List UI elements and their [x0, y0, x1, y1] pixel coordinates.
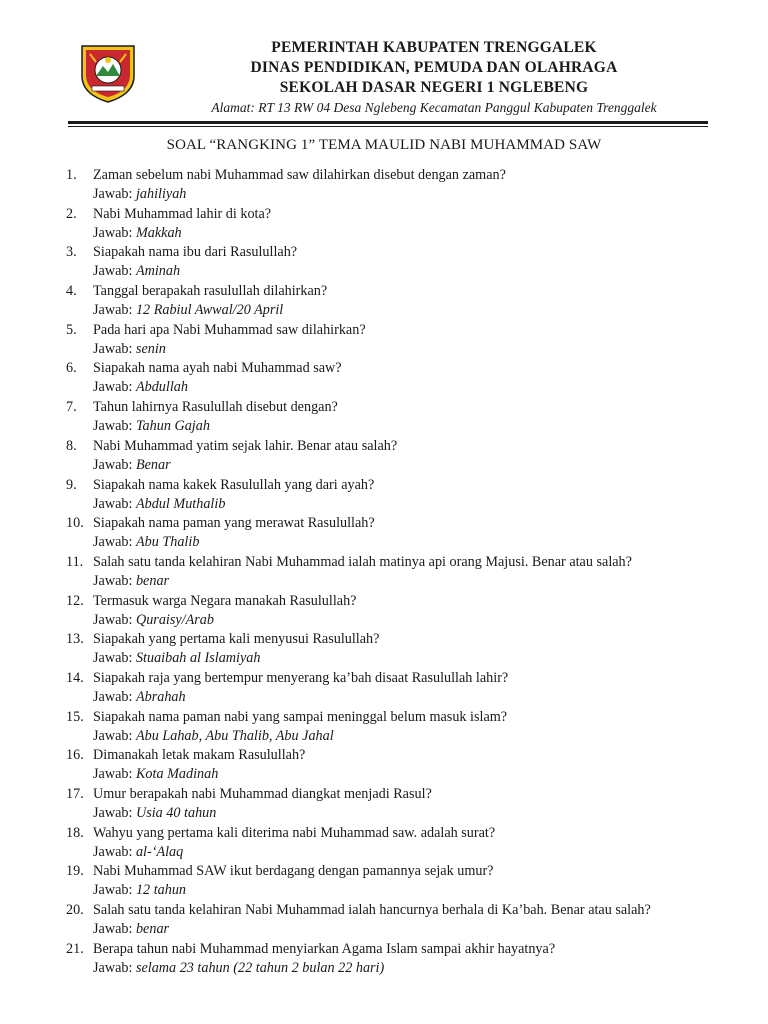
- question-text: Nabi Muhammad SAW ikut berdagang dengan pamannya sejak umur?: [93, 863, 494, 880]
- school-name: SEKOLAH DASAR NEGERI 1 NGLEBENG: [279, 79, 589, 96]
- question-row: [66, 321, 746, 340]
- question-row: [66, 824, 746, 843]
- answer-label: Jawab:: [93, 611, 136, 628]
- answer-row: [66, 649, 746, 668]
- answer-label: Jawab:: [93, 572, 136, 589]
- answer-label: Jawab:: [93, 495, 136, 512]
- government-name: PEMERINTAH KABUPATEN TRENGGALEK: [271, 39, 597, 56]
- answer-row: [66, 533, 746, 552]
- answer-row: [66, 572, 746, 591]
- question-text: Umur berapakah nabi Muhammad diangkat menjadi Rasul?: [93, 786, 432, 802]
- question-row: [66, 708, 746, 727]
- question-row: [66, 282, 746, 301]
- question-number: 18.: [66, 824, 84, 841]
- answer-text: Abdul Muthalib: [135, 495, 226, 512]
- answer-text: Aminah: [135, 263, 181, 280]
- question-number: 19.: [66, 863, 84, 880]
- question-row: [66, 862, 746, 881]
- answer-row: [66, 378, 746, 397]
- answer-label: Jawab:: [93, 843, 136, 860]
- question-item: [66, 553, 746, 592]
- question-item: [66, 514, 746, 553]
- question-row: [66, 630, 746, 649]
- answer-text: benar: [135, 572, 170, 589]
- question-number: 1.: [66, 167, 77, 183]
- answer-row: [66, 920, 746, 939]
- question-number: 10.: [66, 515, 84, 532]
- answer-label: Jawab:: [93, 340, 136, 357]
- answer-label: Jawab:: [93, 959, 136, 976]
- question-item: [66, 398, 746, 437]
- question-text: Zaman sebelum nabi Muhammad saw dilahirkan disebut dengan zaman?: [93, 167, 506, 183]
- answer-row: [66, 417, 746, 436]
- answer-text: 12 tahun: [135, 882, 187, 899]
- question-item: [66, 321, 746, 360]
- answer-row: [66, 340, 746, 359]
- question-number: 16.: [66, 747, 84, 764]
- question-item: [66, 901, 746, 940]
- letterhead-rule-thin: [68, 126, 708, 127]
- answer-row: [66, 688, 746, 707]
- question-number: 15.: [66, 708, 84, 725]
- answer-label: Jawab:: [93, 534, 136, 551]
- question-text: Pada hari apa Nabi Muhammad saw dilahirkan?: [93, 321, 366, 338]
- answer-text: Stuaibah al Islamiyah: [135, 650, 261, 667]
- answer-label: Jawab:: [93, 418, 136, 435]
- answer-row: [66, 262, 746, 281]
- school-address: Alamat: RT 13 RW 04 Desa Nglebeng Kecamatan Panggul Kabupaten Trenggalek: [211, 100, 657, 115]
- answer-text: jahiliyah: [135, 186, 187, 202]
- question-text: Salah satu tanda kelahiran Nabi Muhammad ialah hancurnya berhala di Ka’bah. Benar atau salah?: [93, 902, 651, 919]
- question-row: [66, 901, 746, 920]
- answer-label: Jawab:: [93, 882, 136, 899]
- answer-text: 12 Rabiul Awwal/20 April: [135, 302, 284, 319]
- answer-row: [66, 959, 746, 978]
- answer-row: [66, 456, 746, 475]
- answer-text: Kota Madinah: [135, 766, 219, 783]
- question-number: 7.: [66, 399, 77, 416]
- question-text: Wahyu yang pertama kali diterima nabi Muhammad saw. adalah surat?: [93, 824, 496, 841]
- question-number: 14.: [66, 669, 84, 686]
- question-text: Siapakah nama kakek Rasulullah yang dari ayah?: [93, 476, 375, 493]
- question-number: 21.: [66, 940, 84, 957]
- answer-row: [66, 843, 746, 862]
- question-number: 13.: [66, 631, 84, 648]
- question-row: [66, 437, 746, 456]
- answer-text: Abrahah: [135, 688, 186, 705]
- question-row: [66, 592, 746, 611]
- question-text: Siapakah nama paman yang merawat Rasulullah?: [93, 515, 375, 532]
- question-row: [66, 746, 746, 765]
- question-number: 11.: [66, 553, 84, 570]
- question-text: Siapakah yang pertama kali menyusui Rasulullah?: [93, 631, 380, 648]
- question-item: [66, 282, 746, 321]
- answer-text: Usia 40 tahun: [135, 805, 217, 821]
- answer-text: Quraisy/Arab: [135, 611, 214, 628]
- document-title: SOAL “RANGKING 1” TEMA MAULID NABI MUHAMMAD SAW: [166, 137, 602, 153]
- question-item: [66, 243, 746, 282]
- question-item: [66, 592, 746, 631]
- question-row: [66, 359, 746, 378]
- question-row: [66, 669, 746, 688]
- answer-label: Jawab:: [93, 263, 136, 280]
- question-number: 9.: [66, 476, 77, 493]
- question-number: 12.: [66, 592, 84, 609]
- question-text: Termasuk warga Negara manakah Rasulullah?: [93, 592, 357, 609]
- answer-label: Jawab:: [93, 302, 136, 319]
- answer-text: Benar: [135, 456, 171, 473]
- question-item: [66, 205, 746, 244]
- answer-row: [66, 224, 746, 243]
- question-item: [66, 940, 746, 979]
- answer-text: Abu Thalib: [135, 534, 200, 551]
- question-text: Nabi Muhammad yatim sejak lahir. Benar atau salah?: [93, 437, 398, 454]
- question-row: [66, 553, 746, 572]
- answer-row: [66, 611, 746, 630]
- answer-row: [66, 765, 746, 784]
- answer-row: [66, 301, 746, 320]
- answer-text: Abdullah: [135, 379, 188, 396]
- department-name: DINAS PENDIDIKAN, PEMUDA DAN OLAHRAGA: [250, 59, 618, 76]
- answer-text: selama 23 tahun (22 tahun 2 bulan 22 hari): [135, 959, 385, 976]
- question-number: 3.: [66, 244, 77, 261]
- letterhead-rule-thick: [68, 121, 708, 124]
- answer-row: [66, 881, 746, 900]
- question-text: Nabi Muhammad lahir di kota?: [93, 205, 272, 222]
- question-number: 20.: [66, 902, 84, 919]
- question-number: 6.: [66, 360, 77, 377]
- question-item: [66, 785, 746, 824]
- question-item: [66, 437, 746, 476]
- answer-text: al-‘Alaq: [135, 843, 184, 860]
- question-item: [66, 824, 746, 863]
- answer-label: Jawab:: [93, 650, 136, 667]
- question-row: [66, 243, 746, 262]
- question-row: [66, 398, 746, 417]
- question-text: Siapakah nama paman nabi yang sampai meninggal belum masuk islam?: [93, 708, 508, 725]
- answer-text: Tahun Gajah: [135, 418, 210, 435]
- answer-text: benar: [135, 921, 170, 938]
- question-number: 4.: [66, 283, 77, 300]
- question-row: [66, 166, 746, 185]
- question-number: 8.: [66, 437, 77, 454]
- letterhead: [0, 0, 768, 130]
- question-item: [66, 862, 746, 901]
- question-number: 2.: [66, 205, 77, 222]
- question-row: [66, 514, 746, 533]
- answer-text: senin: [135, 340, 166, 357]
- answer-text: Abu Lahab, Abu Thalib, Abu Jahal: [135, 727, 334, 744]
- question-text: Siapakah nama ayah nabi Muhammad saw?: [93, 360, 342, 377]
- question-item: [66, 359, 746, 398]
- answer-label: Jawab:: [93, 805, 136, 821]
- question-row: [66, 476, 746, 495]
- question-text: Salah satu tanda kelahiran Nabi Muhammad ialah matinya api orang Majusi. Benar atau salah?: [93, 553, 632, 570]
- question-text: Tahun lahirnya Rasulullah disebut dengan?: [93, 399, 338, 416]
- answer-label: Jawab:: [93, 379, 136, 396]
- question-text: Siapakah raja yang bertempur menyerang ka’bah disaat Rasulullah lahir?: [93, 669, 509, 686]
- question-text: Tanggal berapakah rasulullah dilahirkan?: [93, 283, 328, 300]
- question-item: [66, 746, 746, 785]
- question-row: [66, 205, 746, 224]
- answer-label: Jawab:: [93, 921, 136, 938]
- answer-label: Jawab:: [93, 224, 136, 241]
- question-item: [66, 166, 746, 205]
- question-text: Siapakah nama ibu dari Rasulullah?: [93, 244, 298, 261]
- answer-label: Jawab:: [93, 186, 136, 202]
- answer-label: Jawab:: [93, 766, 136, 783]
- answer-label: Jawab:: [93, 456, 136, 473]
- question-list: [66, 166, 746, 978]
- question-item: [66, 669, 746, 708]
- question-row: [66, 785, 746, 804]
- question-row: [66, 940, 746, 959]
- answer-row: [66, 495, 746, 514]
- question-number: 5.: [66, 321, 77, 338]
- question-item: [66, 476, 746, 515]
- answer-label: Jawab:: [93, 688, 136, 705]
- answer-row: [66, 804, 746, 823]
- answer-label: Jawab:: [93, 727, 136, 744]
- letterhead-text: [0, 38, 768, 117]
- question-number: 17.: [66, 786, 84, 802]
- answer-row: [66, 185, 746, 204]
- answer-text: Makkah: [135, 224, 182, 241]
- question-text: Dimanakah letak makam Rasulullah?: [93, 747, 306, 764]
- question-text: Berapa tahun nabi Muhammad menyiarkan Agama Islam sampai akhir hayatnya?: [93, 940, 556, 957]
- question-item: [66, 630, 746, 669]
- question-item: [66, 708, 746, 747]
- answer-row: [66, 727, 746, 746]
